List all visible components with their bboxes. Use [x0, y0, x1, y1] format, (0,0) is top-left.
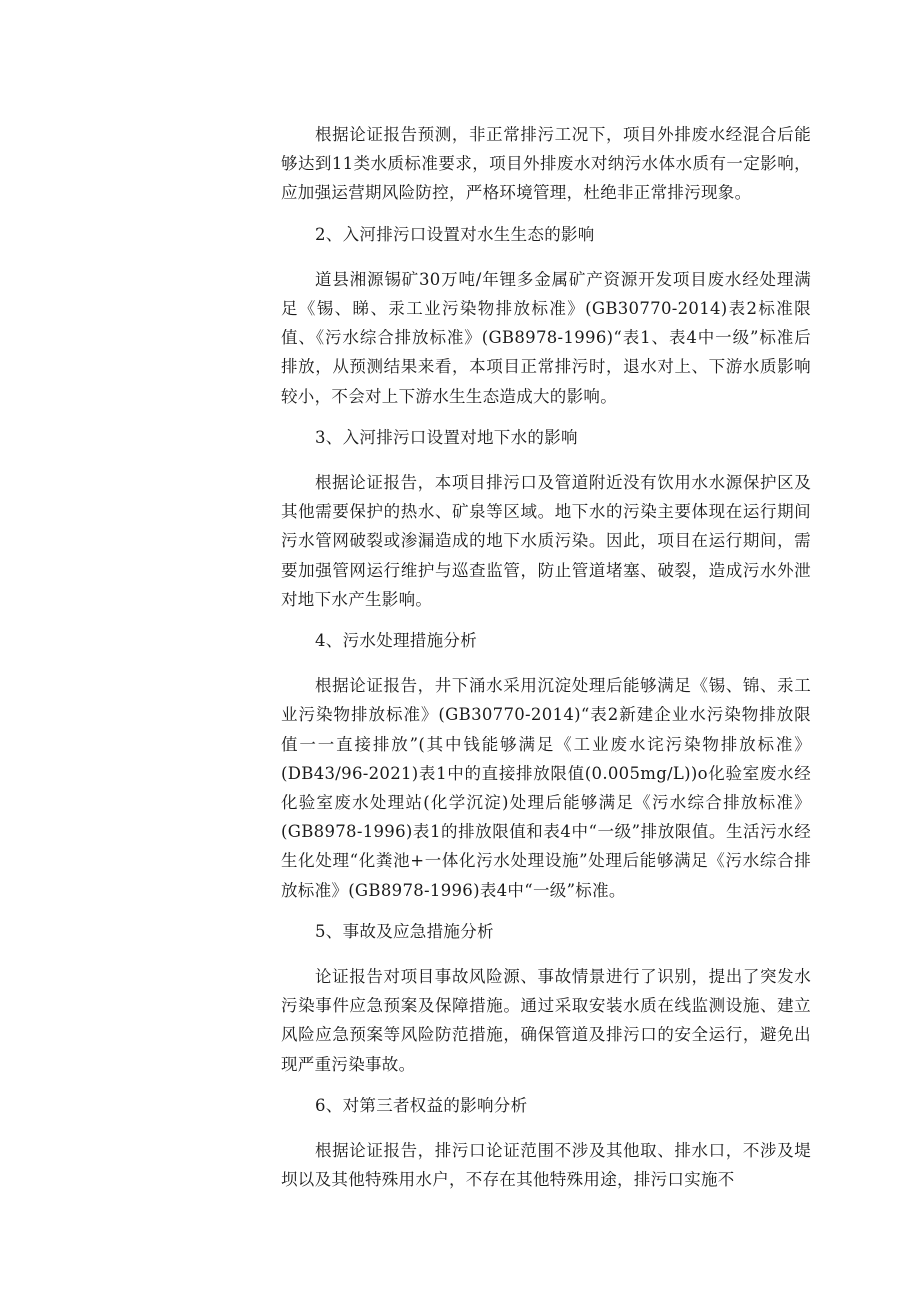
heading-treatment-measures: 4、污水处理措施分析: [315, 631, 477, 651]
heading-groundwater: 3、入河排污口设置对地下水的影响: [315, 427, 578, 447]
paragraph-treatment-measures: 根据论证报告，井下涌水采用沉淀处理后能够满足《锡、锦、汞工业污染物排放标准》(GB30770-2014)“表2新建企业水污染物排放限值一一直接排放”(其中钱能够满足《工业废水诧污染物排放标准》(DB43/96-2021)表1中的直接排放限值(0.005mg∕L))o化验室废水经化验室废水处理站(化学沉淀)处理后能够满足《污水综合排放标准》(GB8978-1996)表1的排放限值和表4中“一级”排放限值。生活污水经生化处理“化粪池+一体化污水处理设施”处理后能够满足《污水综合排放标准》(GB8978-1996)表4中“一级”标准。: [281, 676, 811, 900]
paragraph-emergency-measures: 论证报告对项目事故风险源、事故情景进行了识别，提出了突发水污染事件应急预案及保障措施。通过采取安装水质在线监测设施、建立风险应急预案等风险防范措施，确保管道及排污口的安全运行，避免出现严重污染事故。: [281, 967, 811, 1074]
heading-emergency-measures: 5、事故及应急措施分析: [315, 921, 494, 941]
paragraph-aquatic-ecology: 道县湘源锡矿30万吨/年锂多金属矿产资源开发项目废水经处理满足《锡、睇、汞工业污染物排放标准》(GB30770-2014)表2标准限值、《污水综合排放标准》(GB8978-1996)“表1、表4中一级”标准后排放，从预测结果来看，本项目正常排污时，退水对上、下游水质影响较小，不会对上下游水生生态造成大的影响。: [281, 269, 811, 406]
paragraph-third-party-rights: 根据论证报告，排污口论证范围不涉及其他取、排水口，不涉及堤坝以及其他特殊用水户，不存在其他特殊用途，排污口实施不: [281, 1141, 811, 1190]
heading-aquatic-ecology: 2、入河排污口设置对水生生态的影响: [315, 224, 595, 244]
paragraph-groundwater: 根据论证报告，本项目排污口及管道附近没有饮用水水源保护区及其他需要保护的热水、矿泉等区域。地下水的污染主要体现在运行期间污水管网破裂或渗漏造成的地下水质污染。因此，项目在运行期间，需要加强管网运行维护与巡查监管，防止管道堵塞、破裂，造成污水外泄对地下水产生影响。: [281, 473, 811, 609]
document-body: [281, 120, 811, 1195]
heading-third-party-rights: 6、对第三者权益的影响分析: [315, 1095, 528, 1115]
paragraph-abnormal-discharge: 根据论证报告预测，非正常排污工况下，项目外排废水经混合后能够达到11类水质标准要求，项目外排废水对纳污水体水质有一定影响，应加强运营期风险防控，严格环境管理，杜绝非正常排污现象。: [281, 125, 811, 203]
